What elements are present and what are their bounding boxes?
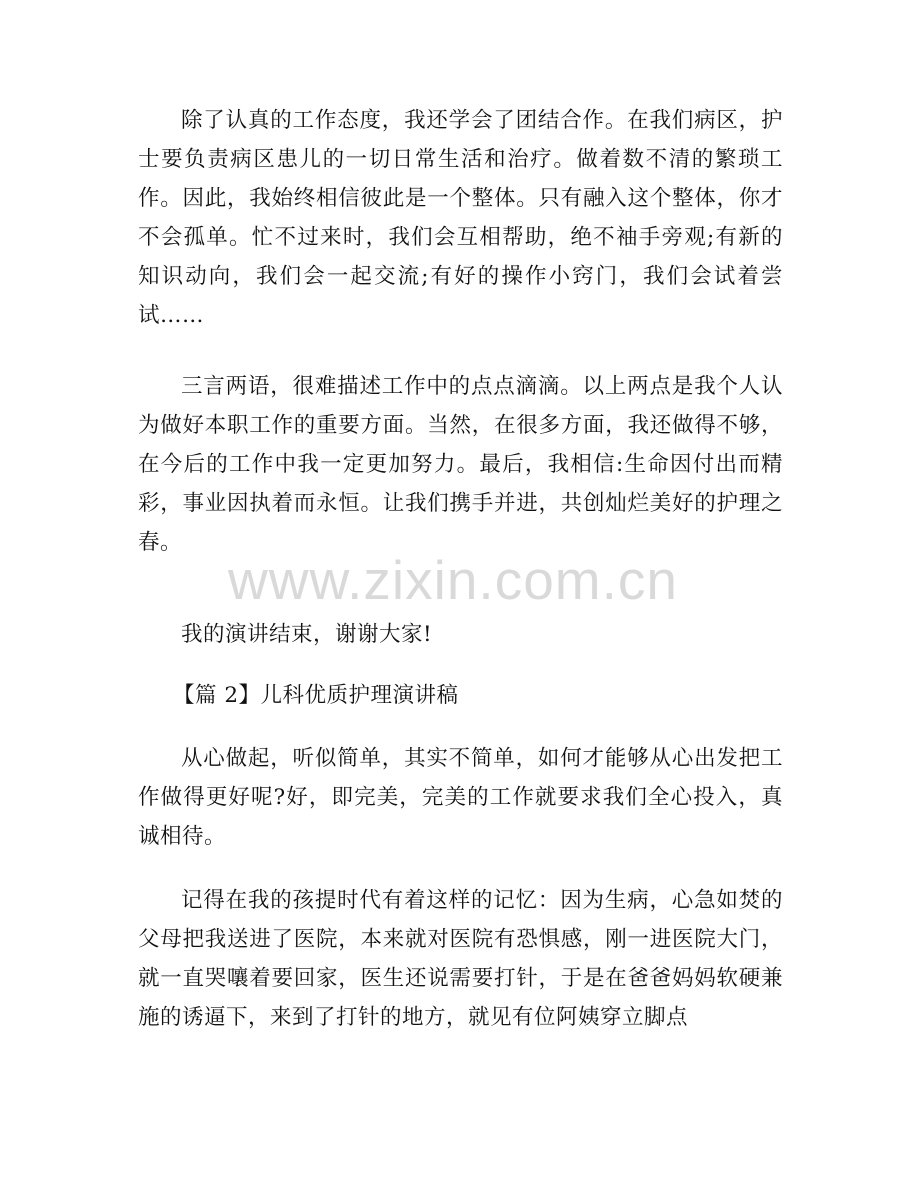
paragraph-from-heart: 从心做起，听似简单，其实不简单，如何才能够从心出发把工作做得更好呢?好，即完美，完美的工作就要求我们全心投入，真诚相待。 — [138, 746, 783, 849]
paragraph-teamwork: 除了认真的工作态度，我还学会了团结合作。在我们病区，护士要负责病区患儿的一切日常生活和治疗。做着数不清的繁琐工作。因此，我始终相信彼此是一个整体。只有融入这个整体，你才不会孤单。忙不过来时，我们会互相帮助，绝不袖手旁观;有新的知识动向，我们会一起交流;有好的操作小窍门，我们会试着尝试…… — [138, 108, 783, 328]
watermark-text: www.zixin.com.cn — [228, 549, 678, 611]
paragraph-closing: 我的演讲结束，谢谢大家! — [181, 622, 433, 647]
paragraph-childhood-memory: 记得在我的孩提时代有着这样的记忆：因为生病，心急如焚的父母把我送进了医院，本来就对医院有恐惧感，刚一进医院大门，就一直哭嚷着要回家，医生还说需要打针，于是在爸爸妈妈软硬兼施的诱逼下，来到了打针的地方，就见有位阿姨穿立脚点 — [138, 888, 783, 1030]
section-heading: 【篇 2】儿科优质护理演讲稿 — [173, 683, 459, 708]
paragraph-summary: 三言两语，很难描述工作中的点点滴滴。以上两点是我个人认为做好本职工作的重要方面。当然，在很多方面，我还做得不够，在今后的工作中我一定更加努力。最后，我相信:生命因付出而精彩，事业因执着而永恒。让我们携手并进，共创灿烂美好的护理之春。 — [138, 374, 783, 555]
